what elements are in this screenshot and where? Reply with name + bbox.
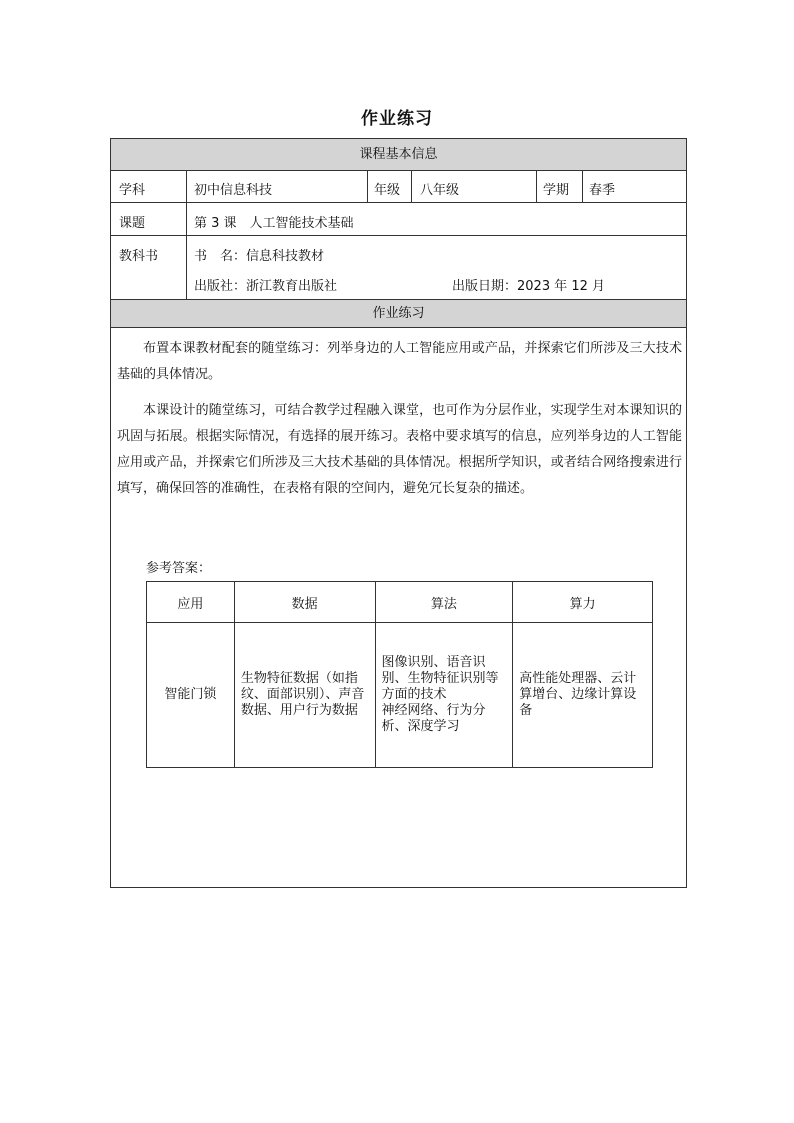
- header-compute: 算力: [513, 582, 653, 623]
- cell-data: 生物特征数据（如指纹、面部识别）、声音数据、用户行为数据: [234, 623, 375, 768]
- exercise-paragraph-1: 布置本课教材配套的随堂练习：列举身边的人工智能应用或产品，并探索它们所涉及三大技术基础的具体情况。: [117, 341, 682, 382]
- lesson-value: 第 3 课 人工智能技术基础: [194, 216, 354, 231]
- subject-label: 学科: [119, 183, 146, 198]
- term-label: 学期: [543, 183, 570, 198]
- algorithm-line-2: 神经网络、行为分析、深度学习: [381, 703, 486, 734]
- exercise-header: 作业练习: [111, 300, 686, 327]
- grade-label: 年级: [374, 183, 401, 198]
- table-row: [147, 623, 653, 768]
- header-data: 数据: [234, 582, 375, 623]
- header-app: 应用: [147, 582, 235, 623]
- reference-answer-label: 参考答案：: [146, 561, 212, 576]
- cell-app: 智能门锁: [147, 623, 235, 768]
- basic-info-header: 课程基本信息: [111, 139, 686, 171]
- term-value: 春季: [589, 183, 616, 198]
- algorithm-line-1: 图像识别、语音识别、生物特征识别等方面的技术: [381, 655, 499, 702]
- exercise-paragraph-2: 本课设计的随堂练习，可结合教学过程融入课堂，也可作为分层作业，实现学生对本课知识的巩固与拓展。根据实际情况，有选择的展开练习。表格中要求填写的信息，应列举身边的人工智能应用或产品，并探索它们所涉及三大技术基础的具体情况。根据所学知识，或者结合网络搜索进行填写，确保回答的准确性，在表格有限的空间内，避免冗长复杂的描述。: [117, 403, 682, 496]
- grade-value: 八年级: [420, 183, 460, 198]
- subject-value: 初中信息科技: [194, 183, 273, 198]
- textbook-label: 教科书: [119, 249, 159, 264]
- worksheet-frame: [110, 138, 687, 888]
- page-title: 作业练习: [361, 109, 433, 129]
- header-algorithm: 算法: [375, 582, 513, 623]
- lesson-label: 课题: [119, 216, 146, 231]
- cell-algorithm: [375, 623, 513, 768]
- publisher: 出版社：浙江教育出版社: [194, 279, 338, 294]
- cell-compute: 高性能处理器、云计算增台、边缘计算设备: [513, 623, 653, 768]
- answer-table: [146, 581, 653, 768]
- publish-date: 出版日期：2023 年 12 月: [452, 279, 606, 294]
- book-name: 书 名：信息科技教材: [194, 249, 325, 264]
- answer-table-header-row: [147, 582, 653, 623]
